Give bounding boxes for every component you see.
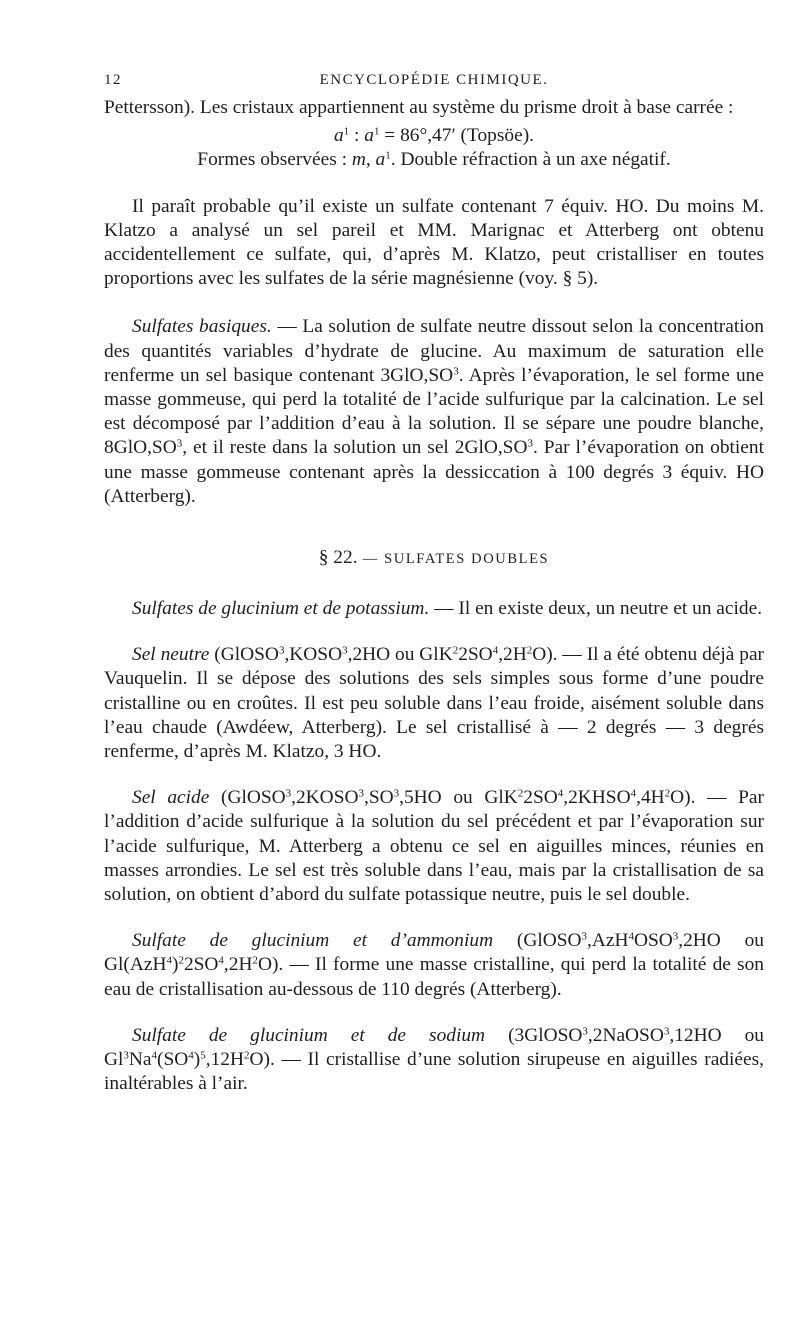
paragraph-forms: Formes observées : m, $a^1$. Double réfraction à un axe négatif. (197, 149, 671, 171)
book-page (104, 70, 764, 1097)
page-header (104, 70, 764, 96)
paragraph-basic-sulfates: Sulfates basiques. — La solution de sulfate neutre dissout selon la concentration des quantités variables d’hydrate de glucine. Au maximum de saturation elle renferme un sel basique contenant $3GlO,SO^3$. Après l’évaporation, le sel forme une masse gommeuse, qui perd la totalité de l’acide sulfurique par la calcination. Le sel est décomposé par l’addition d’eau à la solution. Il se sépare une poudre blanche, $8GlO,SO^3$, et il reste dans la solution un sel $2GlO,SO^3$. Par l’évaporation on obtient une masse gommeuse contenant après la dessiccation à 100 degrés 3 équiv. HO (Atterberg). (104, 316, 764, 507)
page-number: 12 (104, 72, 122, 88)
paragraph-heptahydrate: Il paraît probable qu’il existe un sulfate contenant 7 équiv. HO. Du moins M. Klatzo a analysé un sel pareil et MM. Marignac et Atterberg ont obtenu accidentellement ce sulfate, qui, d’après M. Klatzo, peut cristalliser en toutes proportions avec les sulfates de la série magnésienne (voy. § 5). (104, 195, 764, 290)
section-title-acid-salt: Sel acide (132, 787, 210, 809)
paragraph-glucinium-sodium: Sulfate de glucinium et de sodium (3GlOSO$^3$,2NaOSO$^3$,12HO ou $Gl^3Na^4(SO^4)^5,12H^2O$). — Il cristallise d’une solution sirupeuse en aiguilles radiées, inaltérables à l’air. (104, 1024, 764, 1095)
paragraph-glucinium-ammonium: Sulfate de glucinium et d’ammonium (GlOSO$^3$,AzH$^4$OSO$^3$,2HO ou $Gl(AzH^4)^22SO^4,2H^2O$). — Il forme une masse cristalline, qui perd la totalité de son eau de cristallisation au-dessous de 110 degrés (Atterberg). (104, 930, 764, 1000)
paragraph-crystal-system: Pettersson). Les cristaux appartiennent au système du prisme droit à base carrée : (104, 97, 734, 118)
section-title-glucinium-potassium: Sulfates de glucinium et de potassium. (132, 598, 430, 620)
section-title-basic-sulfates: Sulfates basiques. (132, 316, 272, 338)
section-heading-double-sulfates (104, 547, 764, 569)
running-title: ENCYCLOPÉDIE CHIMIQUE. (319, 72, 549, 88)
paragraph-angle: $a^1$ : $a^1 = 86^\circ,47'$ (Topsöe). (333, 125, 535, 147)
paragraph-acid-salt: Sel acide ($GlOSO^3,2KOSO^3,SO^3,5HO$ ou $GlK^22SO^4,2KHSO^4,4H^2O$). — Par l’addition d’acide sulfurique à la solution du sel précédent et par l’évaporation sur l’acide sulfurique, M. Atterberg a obtenu ce sel en aiguilles minces, réunies en masses arrondies. Le sel est très soluble dans l’eau, mais par la cristallisation de sa solution, on obtient d’abord du sulfate potassique neutre, puis le sel double. (104, 787, 764, 906)
section-title-neutral-salt: Sel neutre (132, 644, 210, 666)
section-title-glucinium-ammonium: Sulfate de glucinium et d’ammonium (132, 930, 494, 952)
formula-symbol: a (333, 125, 344, 147)
section-title-glucinium-sodium: Sulfate de glucinium et de sodium (132, 1024, 486, 1046)
paragraph-glucinium-potassium: Sulfates de glucinium et de potassium. — Il en existe deux, un neutre et un acide. (132, 598, 763, 620)
paragraph-neutral-salt: Sel neutre (GlOSO$^3$,KOSO$^3$,2HO ou $GlK^22SO^4,2H^2O$). — Il a été obtenu déjà par Vauquelin. Il se dépose des solutions des sels simples sous forme d’une poudre cristalline ou en croûtes. Il est peu soluble dans l’eau froide, aisément soluble dans l’eau chaude (Awdéew, Atterberg). Le sel cristallisé à — 2 degrés — 3 degrés renferme, d’après M. Klatzo, 3 HO. (104, 644, 765, 763)
section-number: § 22. (318, 547, 358, 569)
section-heading-text: — SULFATES DOUBLES (357, 551, 550, 568)
